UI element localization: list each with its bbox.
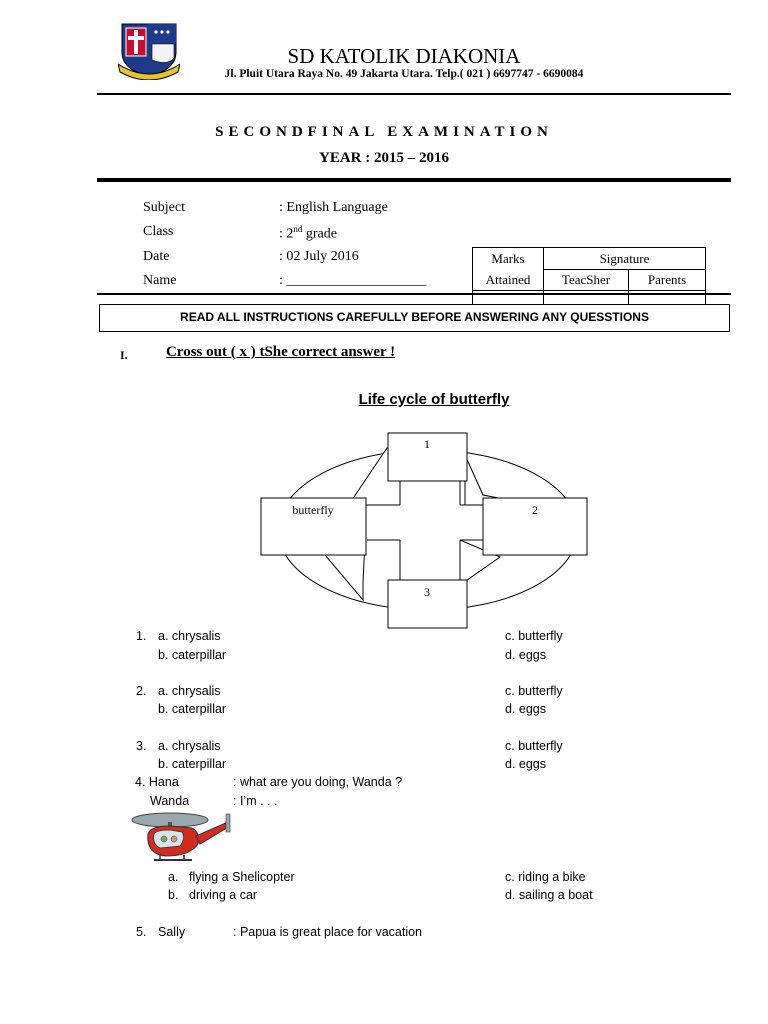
attained-header: Attained — [473, 270, 544, 291]
class-value-sup: nd — [293, 224, 303, 234]
question-4-option-a-letter: a. — [168, 870, 179, 884]
question-5-line: : Papua is great place for vacation — [233, 925, 423, 939]
class-value — [279, 224, 337, 243]
question-1-option-d[interactable]: d. eggs — [505, 648, 547, 662]
question-4-speaker-2: Wanda — [150, 794, 190, 808]
question-3-option-c[interactable]: c. butterfly — [505, 739, 563, 753]
header-rule-top — [97, 93, 731, 95]
question-4-option-b[interactable]: driving a car — [189, 888, 258, 902]
date-value: : 02 July 2016 — [279, 249, 359, 264]
exam-title: SECONDFINAL EXAMINATION — [215, 124, 553, 140]
question-4-line-2: : I’m . . . — [233, 794, 278, 808]
question-4-option-d[interactable]: d. sailing a boat — [505, 888, 593, 902]
info-rule — [97, 293, 731, 295]
question-2-option-a[interactable]: a. chrysalis — [158, 684, 221, 698]
question-5-speaker: Sally — [158, 925, 186, 939]
question-3-option-a[interactable]: a. chrysalis — [158, 739, 221, 753]
parents-header: Parents — [629, 270, 706, 291]
marks-header: Marks — [473, 248, 544, 270]
signature-header: Signature — [544, 248, 706, 270]
diagram-box-3: 3 — [424, 585, 430, 599]
question-1-option-c[interactable]: c. butterfly — [505, 629, 563, 643]
question-2-option-d[interactable]: d. eggs — [505, 702, 547, 716]
question-3-number: 3. — [136, 739, 147, 753]
section-number: I. — [120, 348, 128, 362]
header-rule-bottom — [97, 178, 731, 182]
question-5-number: 5. — [136, 925, 147, 939]
diagram-box-butterfly: butterfly — [292, 503, 334, 517]
instructions-text: READ ALL INSTRUCTIONS CAREFULLY BEFORE ANSWERING ANY QUESSTIONS — [180, 310, 649, 324]
question-3-option-d[interactable]: d. eggs — [505, 757, 547, 771]
subject-value: : English Language — [279, 200, 388, 215]
question-2-option-c[interactable]: c. butterfly — [505, 684, 563, 698]
exam-year: YEAR : 2015 – 2016 — [319, 150, 449, 166]
school-name: SD KATOLIK DIAKONIA — [287, 44, 521, 68]
class-label: Class — [143, 224, 174, 239]
question-4-speaker-1: 4. Hana — [135, 775, 179, 789]
question-2-option-b[interactable]: b. caterpillar — [158, 702, 227, 716]
subject-label: Subject — [143, 200, 185, 215]
name-label: Name — [143, 273, 177, 288]
class-value-prefix: : 2 — [279, 226, 294, 242]
helicopter-icon — [130, 808, 245, 868]
class-value-suffix: grade — [302, 226, 337, 242]
diagram-box-2: 2 — [532, 503, 538, 517]
question-4-option-b-letter: b. — [168, 888, 179, 902]
marks-table — [472, 247, 706, 305]
teacher-header: TeacSher — [544, 270, 629, 291]
diagram-box-1: 1 — [424, 437, 430, 451]
question-4-option-a[interactable]: flying a Shelicopter — [189, 870, 295, 884]
diagram-title: Life cycle of butterfly — [358, 391, 510, 408]
question-1-option-b[interactable]: b. caterpillar — [158, 648, 227, 662]
section-title: Cross out ( x ) tShe correct answer ! — [166, 344, 396, 360]
question-2-number: 2. — [136, 684, 147, 698]
life-cycle-diagram — [255, 425, 595, 635]
question-4-line-1: : what are you doing, Wanda ? — [233, 775, 403, 789]
question-4-option-c[interactable]: c. riding a bike — [505, 870, 586, 884]
question-1-option-a[interactable]: a. chrysalis — [158, 629, 221, 643]
name-field[interactable]: : ____________________ — [279, 273, 427, 288]
question-3-option-b[interactable]: b. caterpillar — [158, 757, 227, 771]
question-1-number: 1. — [136, 629, 147, 643]
date-label: Date — [143, 249, 170, 264]
school-address: Jl. Pluit Utara Raya No. 49 Jakarta Utara. Telp.( 021 ) 6697747 - 6690084 — [224, 68, 584, 80]
